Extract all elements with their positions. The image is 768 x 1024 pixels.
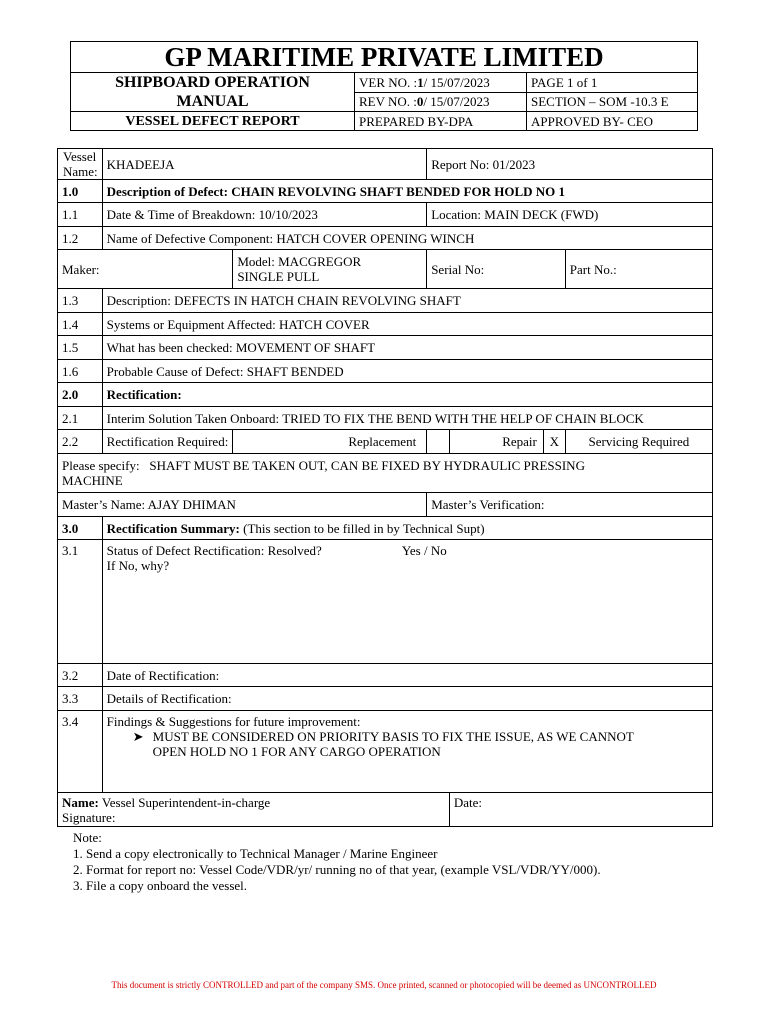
yes-no-option[interactable]: Yes / No — [401, 543, 447, 558]
servicing-required-label: Servicing Required — [565, 430, 712, 454]
signature-date-field[interactable]: Date: — [449, 793, 712, 827]
defect-report-form — [57, 148, 713, 827]
probable-cause[interactable]: Probable Cause of Defect: SHAFT BENDED — [102, 360, 712, 383]
model-field[interactable] — [233, 250, 427, 289]
page-number: PAGE 1 of 1 — [527, 73, 698, 93]
model-line-2: SINGLE PULL — [237, 269, 320, 284]
row-1-4-number: 1.4 — [58, 313, 103, 336]
findings-suggestions-field[interactable] — [102, 711, 712, 793]
notes-title: Note: — [73, 830, 102, 845]
row-3-1-number: 3.1 — [58, 540, 103, 664]
report-number[interactable]: Report No: 01/2023 — [427, 149, 713, 180]
row-1-5-number: 1.5 — [58, 336, 103, 360]
findings-list — [107, 729, 708, 759]
section-2-number: 2.0 — [58, 383, 103, 407]
list-item: ➤ MUST BE CONSIDERED ON PRIORITY BASIS TO FIX THE ISSUE, AS WE CANNOT OPEN HOLD NO 1 FOR ANY CARGO OPERATION — [132, 729, 634, 759]
systems-affected[interactable]: Systems or Equipment Affected: HATCH COVER — [102, 313, 712, 336]
note-item-1: 1. Send a copy electronically to Technical Manager / Marine Engineer — [73, 846, 438, 861]
note-item-2: 2. Format for report no: Vessel Code/VDR/yr/ running no of that year, (example VSL/VDR/YY/000). — [73, 862, 601, 877]
rectification-summary-heading: Rectification Summary: (This section to be filled in by Technical Supt) — [102, 517, 712, 540]
replacement-checkbox[interactable] — [427, 430, 450, 454]
section-1-number: 1.0 — [58, 180, 103, 203]
please-specify-field[interactable] — [58, 454, 713, 493]
vessel-name-value[interactable]: KHADEEJA — [102, 149, 427, 180]
rectification-heading: Rectification: — [102, 383, 712, 407]
approved-by: APPROVED BY- CEO — [527, 112, 698, 131]
master-name[interactable]: Master’s Name: AJAY DHIMAN — [58, 493, 427, 517]
details-of-rectification[interactable]: Details of Rectification: — [102, 687, 712, 711]
document-title: VESSEL DEFECT REPORT — [71, 112, 355, 131]
row-1-3-number: 1.3 — [58, 289, 103, 313]
row-1-2-number: 1.2 — [58, 227, 103, 250]
arrow-bullet-icon: ➤ — [132, 729, 144, 744]
model-line-1: Model: MACGREGOR — [237, 254, 362, 269]
row-2-1-number: 2.1 — [58, 407, 103, 430]
signature-label: Signature: — [62, 810, 116, 825]
repair-label: Repair — [449, 430, 543, 454]
master-verification[interactable]: Master’s Verification: — [427, 493, 713, 517]
manual-title-line2: MANUAL — [176, 93, 249, 110]
row-1-1-number: 1.1 — [58, 203, 103, 227]
vessel-name-label: Vessel Name: — [58, 149, 103, 180]
interim-solution[interactable]: Interim Solution Taken Onboard: TRIED TO FIX THE BEND WITH THE HELP OF CHAIN BLOCK — [102, 407, 712, 430]
document-header — [70, 41, 698, 131]
replacement-label: Replacement — [233, 430, 427, 454]
defect-description[interactable]: Description: DEFECTS IN HATCH CHAIN REVOLVING SHAFT — [102, 289, 712, 313]
version-number: VER NO. :1/ 15/07/2023 — [355, 73, 527, 93]
date-of-rectification[interactable]: Date of Rectification: — [102, 664, 712, 687]
row-3-3-number: 3.3 — [58, 687, 103, 711]
if-no-why: If No, why? — [106, 558, 170, 573]
superintendent-name: Name: Vessel Superintendent-in-charge — [62, 795, 271, 810]
row-2-2-number: 2.2 — [58, 430, 103, 454]
serial-number-field[interactable]: Serial No: — [427, 250, 566, 289]
manual-title — [71, 73, 355, 112]
row-1-6-number: 1.6 — [58, 360, 103, 383]
section-code: SECTION – SOM -10.3 E — [527, 92, 698, 112]
note-item-3: 3. File a copy onboard the vessel. — [73, 878, 248, 893]
rectification-required-label: Rectification Required: — [102, 430, 233, 454]
defect-description-heading[interactable]: Description of Defect: CHAIN REVOLVING SHAFT BENDED FOR HOLD NO 1 — [102, 180, 712, 203]
part-number-field[interactable]: Part No.: — [565, 250, 712, 289]
row-3-4-number: 3.4 — [58, 711, 103, 793]
defect-status-line: Status of Defect Rectification: Resolved? Yes / No — [106, 543, 447, 558]
prepared-by: PREPARED BY-DPA — [355, 112, 527, 131]
please-specify-line-2: MACHINE — [62, 473, 123, 488]
please-specify-line-1: Please specify: SHAFT MUST BE TAKEN OUT, CAN BE FIXED BY HYDRAULIC PRESSING — [62, 458, 585, 473]
company-name: GP MARITIME PRIVATE LIMITED — [71, 42, 698, 73]
superintendent-signature-field[interactable] — [58, 793, 450, 827]
defect-status-field[interactable] — [102, 540, 712, 664]
section-3-number: 3.0 — [58, 517, 103, 540]
revision-number: REV NO. :0/ 15/07/2023 — [355, 92, 527, 112]
findings-label: Findings & Suggestions for future improvement: — [106, 714, 361, 729]
row-3-2-number: 3.2 — [58, 664, 103, 687]
what-checked[interactable]: What has been checked: MOVEMENT OF SHAFT — [102, 336, 712, 360]
repair-checkbox[interactable]: X — [543, 430, 565, 454]
controlled-document-footer: This document is strictly CONTROLLED and part of the company SMS. Once printed, scanned or photocopied will be deemed as UNCONTROLLED — [111, 980, 657, 990]
manual-title-line1: SHIPBOARD OPERATION — [115, 74, 310, 91]
breakdown-location[interactable]: Location: MAIN DECK (FWD) — [427, 203, 713, 227]
breakdown-datetime[interactable]: Date & Time of Breakdown: 10/10/2023 — [102, 203, 427, 227]
notes-section — [73, 830, 601, 894]
maker-field[interactable]: Maker: — [58, 250, 233, 289]
defective-component[interactable]: Name of Defective Component: HATCH COVER OPENING WINCH — [102, 227, 712, 250]
